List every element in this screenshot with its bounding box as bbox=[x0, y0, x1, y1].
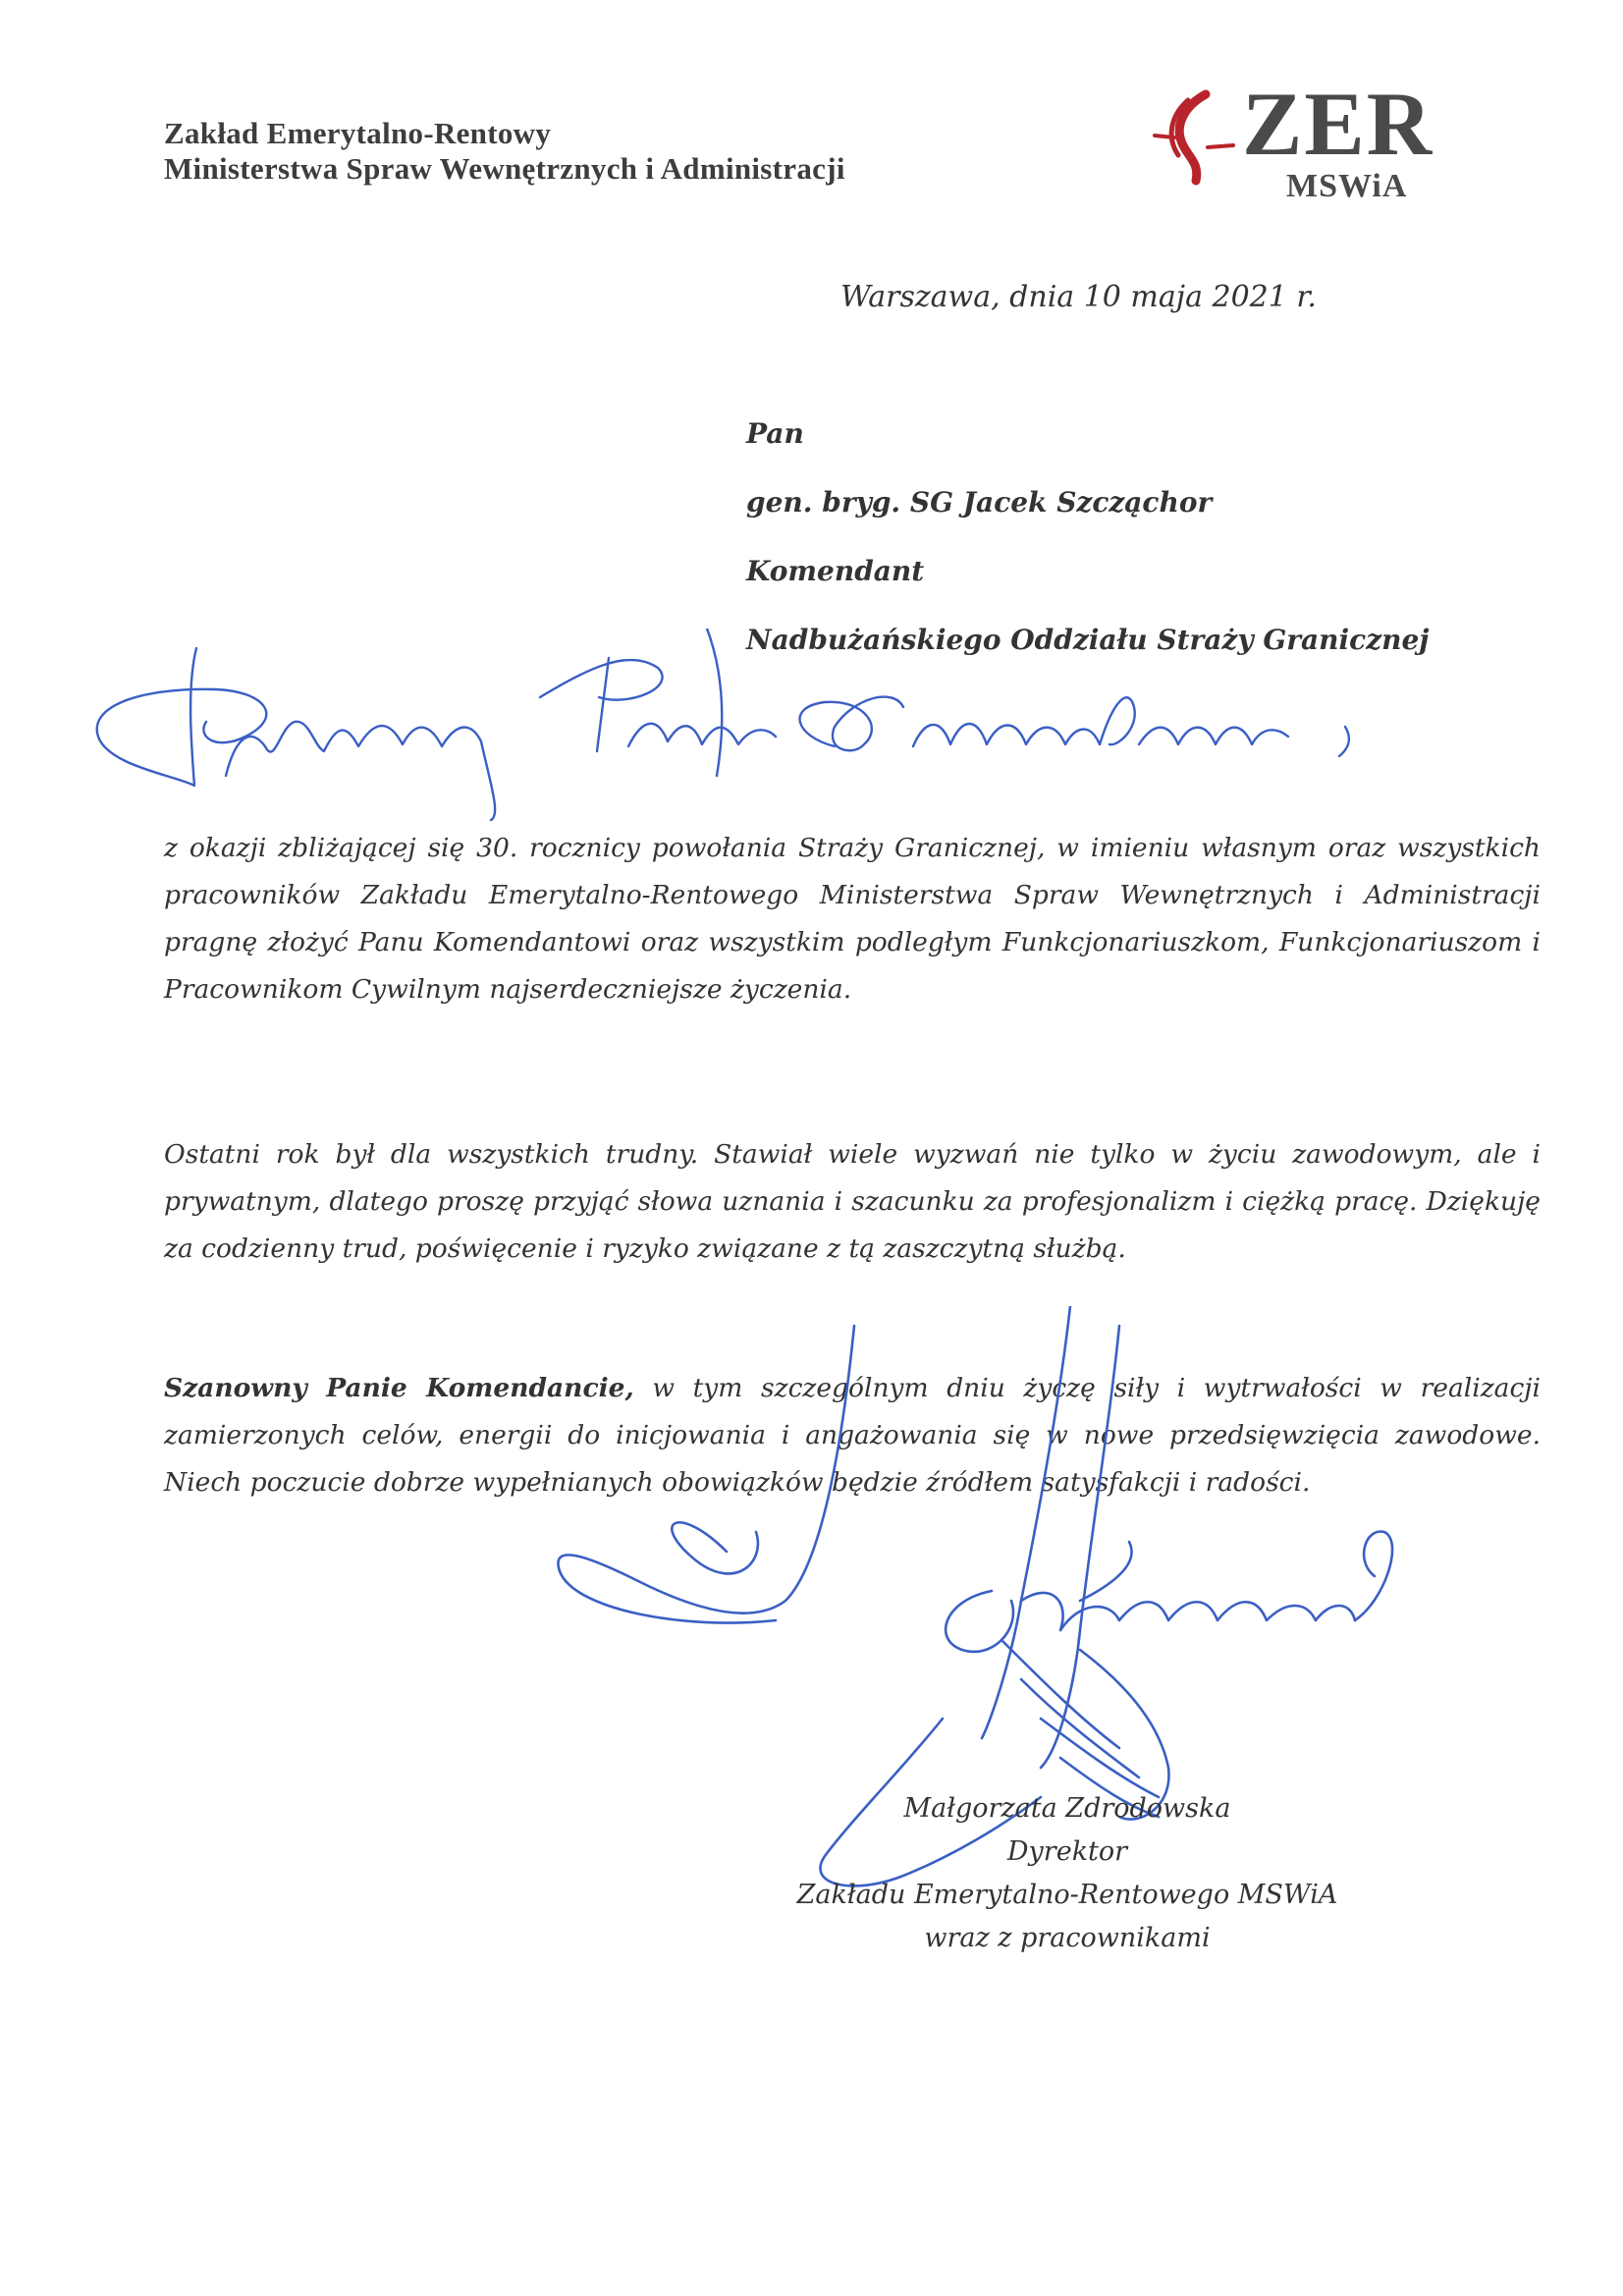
body-paragraph-1: z okazji zbliżającej się 30. rocznicy powołania Straży Granicznej, w imieniu własnym oraz wszystkich pracowników Zakładu Emerytalno-Rentowego Ministerstwa Spraw Wewnętrznych i Administracji pragnę złożyć Panu Komendantowi oraz wszystkim podległym Funkcjonariuszkom, Funkcjonariuszom i Pracownikom Cywilnym najserdeczniejsze życzenia. bbox=[164, 833, 1541, 1005]
paragraph-3-text: w tym szczególnym dniu życzę siły i wytrwałości w realizacji zamierzonych celów, energii do inicjowania i angażowania się w nowe przedsięwzięcia zawodowe. Niech poczucie dobrze wypełnianych obowiązków będzie źródłem satysfakcji i radości. bbox=[164, 1373, 1541, 1498]
addressee-name: gen. bryg. SG Jacek Szcząchor bbox=[746, 486, 1213, 519]
org-name-line1: Zakład Emerytalno-Rentowy bbox=[164, 116, 552, 150]
signatory-note: wraz z pracownikami bbox=[924, 1923, 1211, 1953]
body-paragraph-3 bbox=[164, 1365, 1541, 1506]
addressee-salutation: Pan bbox=[746, 417, 804, 450]
signatory-organisation: Zakładu Emerytalno-Rentowego MSWiA bbox=[796, 1880, 1338, 1910]
logo-mark-icon bbox=[1149, 86, 1239, 194]
date-line: Warszawa, dnia 10 maja 2021 r. bbox=[840, 280, 1317, 314]
org-name-line2: Ministerstwa Spraw Wewnętrznych i Administracji bbox=[164, 151, 845, 186]
addressee-unit: Nadbużańskiego Oddziału Straży Granicznej bbox=[746, 624, 1430, 656]
body-paragraph-2: Ostatni rok był dla wszystkich trudny. Stawiał wiele wyzwań nie tylko w życiu zawodowym, ale i prywatnym, dlatego proszę przyjąć słowa uznania i szacunku za profesjonalizm i ciężką pracę. Dziękuję za codzienny trud, poświęcenie i ryzyko związane z tą zaszczytną służbą. bbox=[164, 1139, 1541, 1264]
paragraph-3-salutation: Szanowny Panie Komendancie, bbox=[164, 1373, 634, 1403]
signatory-title: Dyrektor bbox=[1006, 1836, 1128, 1867]
zer-mswia-logo bbox=[1149, 74, 1463, 206]
signatory-name: Małgorzata Zdrodowska bbox=[903, 1793, 1231, 1824]
handwritten-salutation bbox=[79, 629, 1453, 825]
logo-sub-text: MSWiA bbox=[1286, 168, 1408, 204]
addressee-position: Komendant bbox=[746, 555, 925, 587]
logo-main-text: ZER bbox=[1242, 74, 1434, 174]
